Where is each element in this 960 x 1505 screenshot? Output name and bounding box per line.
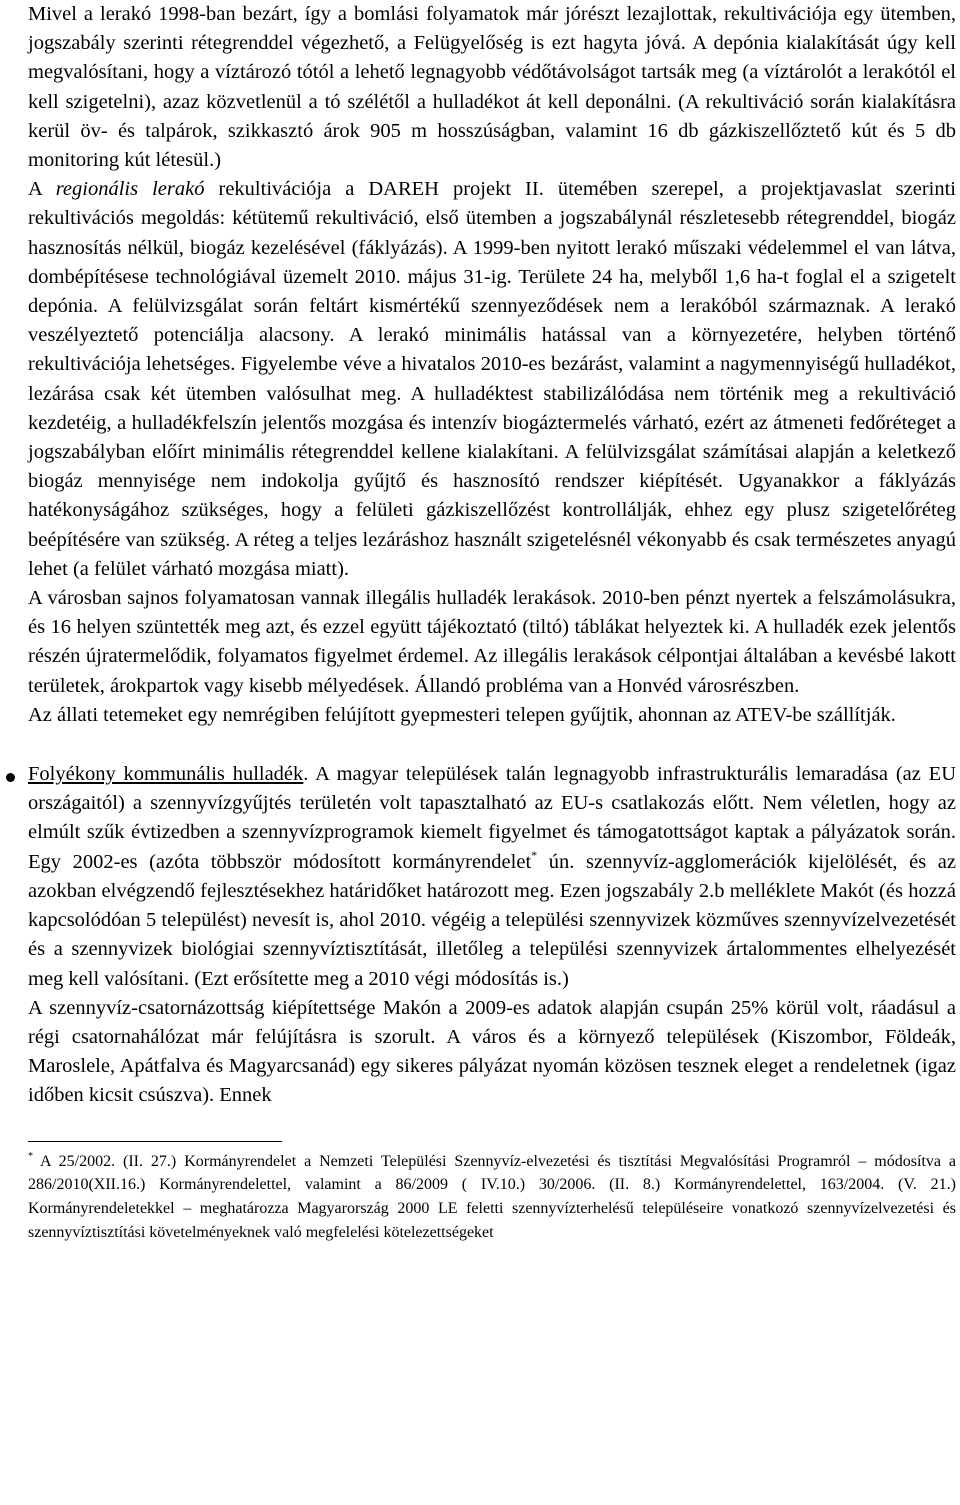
paragraph-text: rekultivációja a DAREH projekt II. ütemében szerepel, a projektjavaslat szerinti rekultivációs megoldás: kétütemű rekultiváció, első ütemben a jogszabálynál részletesebb rétegrenddel, biogáz hasznosítás nélkül, biogáz kezelésével (fáklyázás). A 1999-ben nyitott lerakó műszaki védelemmel el van látva, dombépítésese technológiával üzemelt 2010. május 31-ig. Területe 24 ha, melyből 1,6 ha-t foglal el a szigetelt depónia. A felülvizsgálat során feltárt kismértékű szennyeződések nem a lerakóból származnak. A lerakó veszélyeztető potenciálja alacsony. A lerakó minimális hatással van a környezetére, helyben történő rekultivációja lehetséges. Figyelembe véve a hivatalos 2010-es bezárást, valamint a nagymennyiségű hulladékot, lezárása csak két ütemben valósulhat meg. A hulladéktest stabilizálódása nem történik meg a rekultiváció kezdetéig, a hulladékfelszín jelentős mozgása és intenzív biogáztermelés várható, ezért az átmeneti fedőréteget a jogszabályban előírt minimális rétegrenddel kellene kialakítani. A felülvizsgálat számításai alapján a keletkező biogáz mennyisége nem indokolja gyűjtő és hasznosító rendszer kiépítését. Ugyanakkor a fáklyázás hatékonyságához szükséges, hogy a felületi gázkiszellőzést kontrollálják, ehhez egy plusz szigetelőréteg beépítésére van szükség. A réteg a teljes lezáráshoz használt szigetelésnél vékonyabb és csak természetes anyagú lehet (a felület várható mozgása miatt). — [28, 178, 956, 580]
paragraph-text: A — [28, 178, 56, 201]
footnote — [28, 1150, 956, 1245]
italic-term: regionális lerakó — [55, 178, 205, 201]
document-page — [28, 0, 956, 1245]
footnote-separator — [28, 1141, 282, 1142]
footnote-reference: * — [531, 847, 538, 862]
footnote-text: A 25/2002. (II. 27.) Kormányrendelet a Nemzeti Települési Szennyvíz-elvezetési és tisztítási Megvalósítási Programról – módosítva a 286/2010(XII.16.) Kormányrendelettel, valamint a 86/2009 ( IV.10.) 30/2006. (II. 8.) Kormányrendelettel, 163/2004. (V. 21.) Kormányrendeletekkel – meghatározza Magyarország 2000 LE feletti szennyvízterhelésű településeire vonatkozó szennyvízelvezetési és szennyvíztisztítási követelményeknek való megfelelési kötelezettségeket — [28, 1152, 956, 1241]
paragraph-regional-landfill — [28, 175, 956, 584]
bullet-liquid-waste — [28, 760, 956, 1110]
heading-period: . — [303, 763, 309, 786]
paragraph-animal-carcasses: Az állati tetemeket egy nemrégiben felújított gyepmesteri telepen gyűjtik, ahonnan az ATEV-be szállítják. — [28, 703, 896, 726]
bullet-dot-icon — [6, 773, 15, 782]
paragraph-landfill-closure: Mivel a lerakó 1998-ban bezárt, így a bomlási folyamatok már jórészt lezajlottak, rekultivációja egy ütemben, jogszabály szerinti rétegrenddel végezhető, a Felügyelőség is ezt hagyta jóvá. A depónia kialakítását úgy kell megvalósítani, hogy a víztározó tótól a lehető legnagyobb védőtávolságot tartsák meg (a víztárolót a lerakótól el kell szigetelni), azaz közvetlenül a tó szélétől a hulladékot át kell deponálni. (A rekultiváció során kialakításra kerül öv- és talpárok, szikkasztó árok 905 m hosszúságban, valamint 16 db gázkiszellőztető kút és 5 db monitoring kút létesül.) — [28, 3, 956, 172]
paragraph-text: ún. szennyvíz-agglomerációk kijelölését, és az azokban elvégzendő fejlesztésekhez határidőket határozott meg. Ezen jogszabály 2.b melléklete Makót (és hozzá kapcsolódóan 5 települést) nevesít is, ahol 2010. végéig a települési szennyvizek közműves szennyvízelvezetését és a szennyvizek biológiai szennyvíztisztítását, illetőleg a települési szennyvizek ártalommentes elhelyezését meg kell valósítani. (Ezt erősítette meg a 2010 végi módosítás is.) — [28, 850, 956, 990]
section-heading: Folyékony kommunális hulladék — [28, 763, 304, 786]
bullet-paragraph — [28, 760, 956, 994]
footnote-mark: * — [28, 1150, 33, 1162]
paragraph-text: A magyar települések talán legnagyobb infrastrukturális lemaradása (az EU országaitól) a szennyvízgyűjtés területén volt tapasztalható az EU-s csatlakozás előtt. Nem véletlen, hogy az elmúlt szűk évtizedben a szennyvízprogramok kiemelt figyelmet és támogatottságot kaptak a pályázatok során. Egy 2002-es (azóta többször módosított kormányrendelet — [28, 763, 956, 873]
paragraph-sewerage: A szennyvíz-csatornázottság kiépítettsége Makón a 2009-es adatok alapján csupán 25% körül volt, ráadásul a régi csatornahálózat már felújításra is szorult. A város és a környező települések (Kiszombor, Földeák, Maroslele, Apátfalva és Magyarcsanád) egy sikeres pályázat nyomán közösen tesznek eleget a rendeletnek (igaz időben kicsit csúszva). Ennek — [28, 996, 956, 1107]
paragraph-illegal-dumping: A városban sajnos folyamatosan vannak illegális hulladék lerakások. 2010-ben pénzt nyertek a felszámolásukra, és 16 helyen szüntették meg azt, és ezzel együtt tájékoztató (tiltó) táblákat helyeztek ki. A hulladék ezek jelentős részén újratermelődik, folyamatos figyelmet érdemel. Az illegális lerakások célpontjai általában a kevésbé lakott területek, árokpartok vagy kisebb mélyedések. Állandó probléma van a Honvéd városrészben. — [28, 587, 956, 697]
